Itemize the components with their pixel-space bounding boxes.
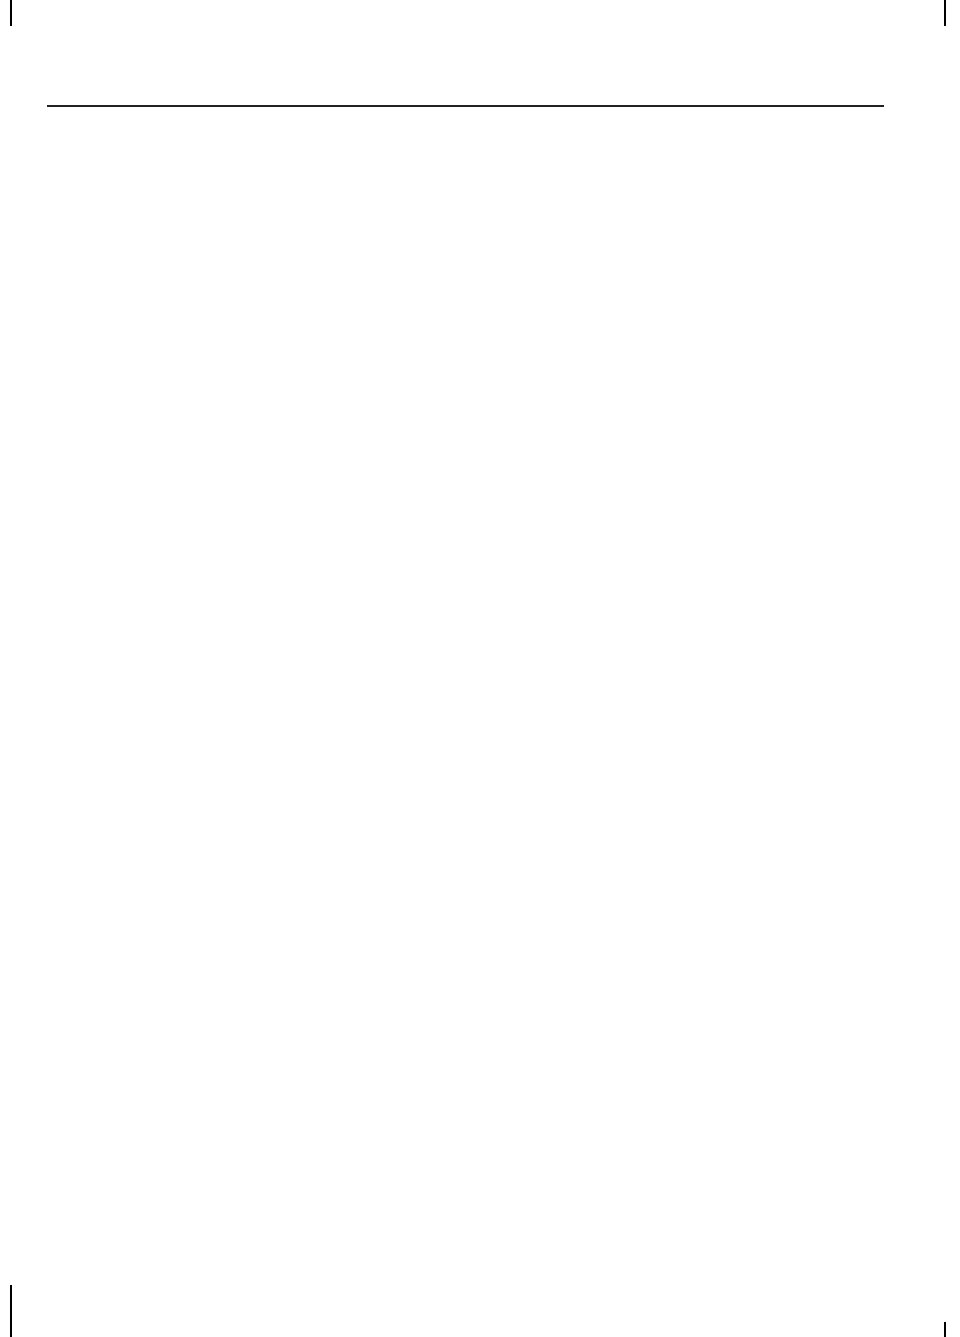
header-divider	[47, 105, 884, 107]
crop-mark	[10, 1285, 12, 1337]
crop-mark	[944, 1322, 946, 1337]
crop-mark	[944, 0, 946, 26]
crop-mark	[10, 0, 12, 26]
